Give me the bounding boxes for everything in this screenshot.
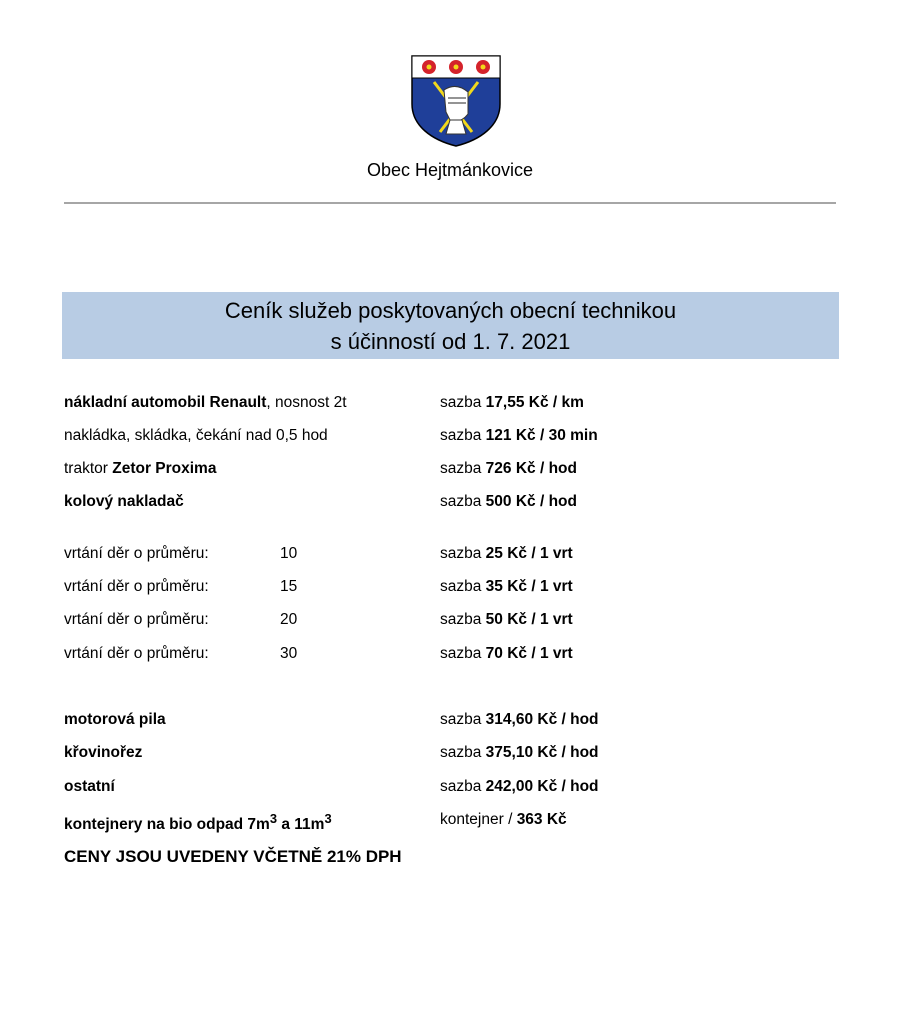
service-name: ostatní xyxy=(64,778,115,795)
drill-diameter: 20 xyxy=(280,611,298,628)
drill-diameter: 10 xyxy=(280,545,298,562)
price-row xyxy=(64,744,844,766)
price-row xyxy=(64,611,844,633)
service-price: sazba 500 Kč / hod xyxy=(440,493,577,510)
service-price: sazba 121 Kč / 30 min xyxy=(440,427,598,444)
service-name: kontejnery na bio odpad $7m^3$ a $11m^3$ xyxy=(64,811,332,834)
price-row xyxy=(64,460,844,482)
service-name: vrtání děr o průměru: xyxy=(64,578,209,595)
service-name: traktor Zetor Proxima xyxy=(64,460,217,477)
rose-icon xyxy=(422,60,436,74)
service-name: vrtání děr o průměru: xyxy=(64,545,209,562)
price-row xyxy=(64,645,844,667)
service-name: nákladní automobil Renault, nosnost 2t xyxy=(64,394,347,411)
title-line-1: Ceník služeb poskytovaných obecní technikou xyxy=(224,298,677,323)
drill-diameter: 15 xyxy=(280,578,298,595)
title-line-2: s účinností od 1. 7. 2021 xyxy=(330,329,571,354)
service-name: vrtání děr o průměru: xyxy=(64,645,209,662)
service-price: sazba 375,10 Kč / hod xyxy=(440,744,599,761)
service-name: kolový nakladač xyxy=(64,493,184,510)
price-row xyxy=(64,711,844,733)
service-name: motorová pila xyxy=(64,711,166,728)
service-price: sazba 17,55 Kč / km xyxy=(440,394,584,411)
price-row xyxy=(64,811,844,833)
vat-note: CENY JSOU UVEDENY VČETNĚ 21% DPH xyxy=(64,847,402,866)
price-row xyxy=(64,778,844,800)
service-price: sazba 314,60 Kč / hod xyxy=(440,711,599,728)
service-price: sazba 25 Kč / 1 vrt xyxy=(440,545,573,562)
price-row xyxy=(64,578,844,600)
service-price: sazba 726 Kč / hod xyxy=(440,460,577,477)
service-price: kontejner / 363 Kč xyxy=(440,811,567,828)
header-divider xyxy=(64,202,836,204)
service-name: vrtání děr o průměru: xyxy=(64,611,209,628)
rose-icon xyxy=(476,60,490,74)
rose-icon xyxy=(449,60,463,74)
service-price: sazba 35 Kč / 1 vrt xyxy=(440,578,573,595)
price-row xyxy=(64,545,844,567)
price-row xyxy=(64,394,844,416)
drill-diameter: 30 xyxy=(280,645,298,662)
organization-name: Obec Hejtmánkovice xyxy=(366,160,534,180)
service-price: sazba 50 Kč / 1 vrt xyxy=(440,611,573,628)
service-name: křovinořez xyxy=(64,744,143,761)
price-row xyxy=(64,427,844,449)
service-name: nakládka, skládka, čekání nad 0,5 hod xyxy=(64,427,328,444)
service-price: sazba 70 Kč / 1 vrt xyxy=(440,645,573,662)
price-list-title xyxy=(62,292,839,359)
price-row xyxy=(64,493,844,515)
coat-of-arms-icon xyxy=(410,54,502,148)
service-price: sazba 242,00 Kč / hod xyxy=(440,778,599,795)
